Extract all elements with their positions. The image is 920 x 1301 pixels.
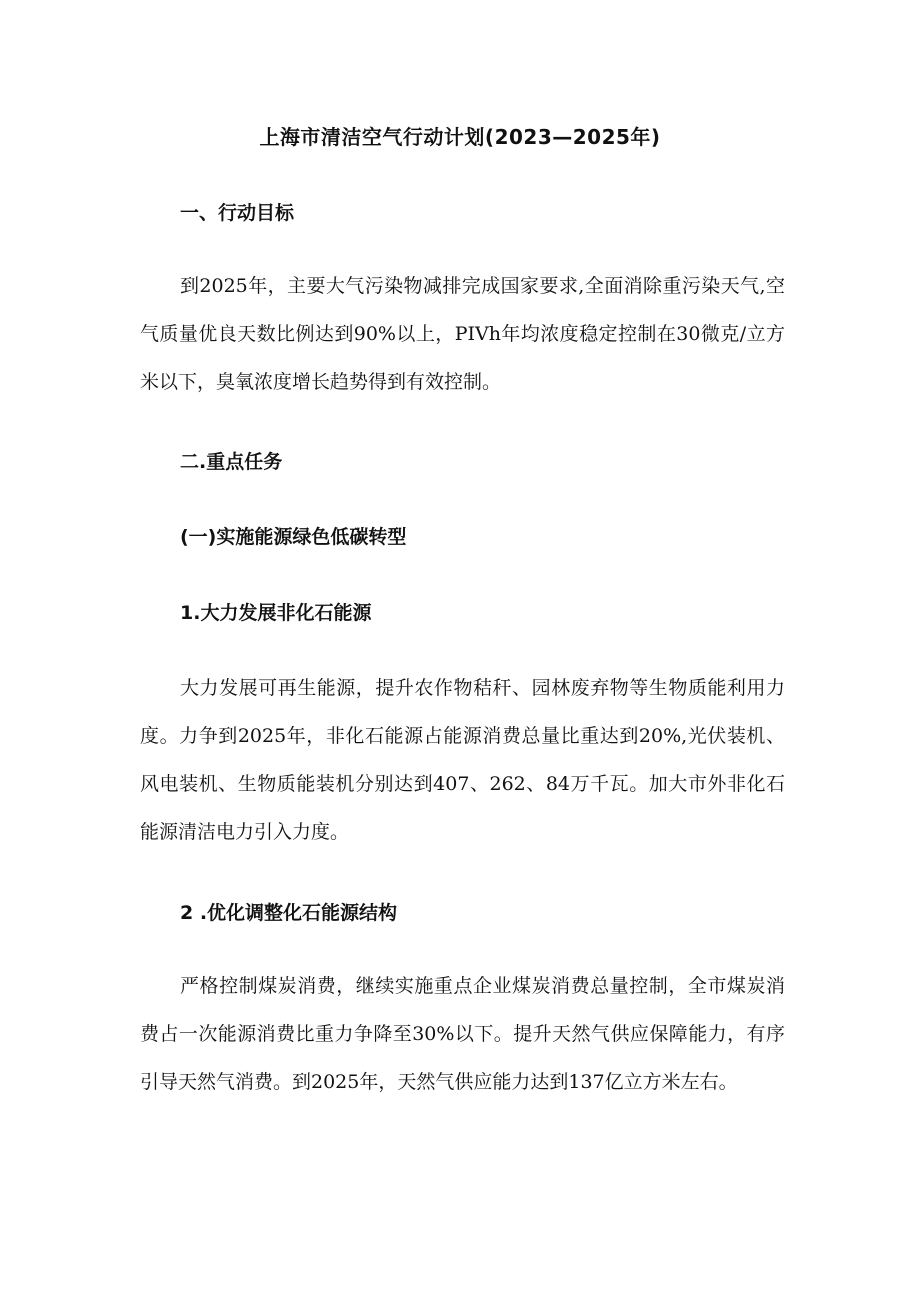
document-title: 上海市清洁空气行动计划(2023—2025年) (259, 125, 661, 149)
paragraph-fossil-energy-structure: 严格控制煤炭消费，继续实施重点企业煤炭消费总量控制，全市煤炭消费占一次能源消费比重力争降至30%以下。提升天然气供应保障能力，有序引导天然气消费。到2025年，天然气供应能力达到137亿立方米左右。 (140, 975, 785, 1093)
subsection-heading-energy-transition: (一)实施能源绿色低碳转型 (180, 526, 407, 548)
paragraph-goals: 到2025年，主要大气污染物减排完成国家要求,全面消除重污染天气,空气质量优良天数比例达到90%以上，PIVh年均浓度稳定控制在30微克/立方米以下，臭氧浓度增长趋势得到有效控制。 (140, 275, 785, 393)
paragraph-non-fossil-energy: 大力发展可再生能源，提升农作物秸秆、园林废弃物等生物质能利用力度。力争到2025年，非化石能源占能源消费总量比重达到20%,光伏装机、风电装机、生物质能装机分别达到407、262、84万千瓦。加大市外非化石能源清洁电力引入力度。 (140, 677, 785, 843)
section-heading-key-tasks: 二.重点任务 (180, 451, 283, 473)
item-heading-non-fossil-energy: 1.大力发展非化石能源 (180, 602, 372, 624)
item-heading-fossil-energy-structure: 2 .优化调整化石能源结构 (180, 902, 398, 924)
section-heading-goals: 一、行动目标 (180, 202, 295, 224)
